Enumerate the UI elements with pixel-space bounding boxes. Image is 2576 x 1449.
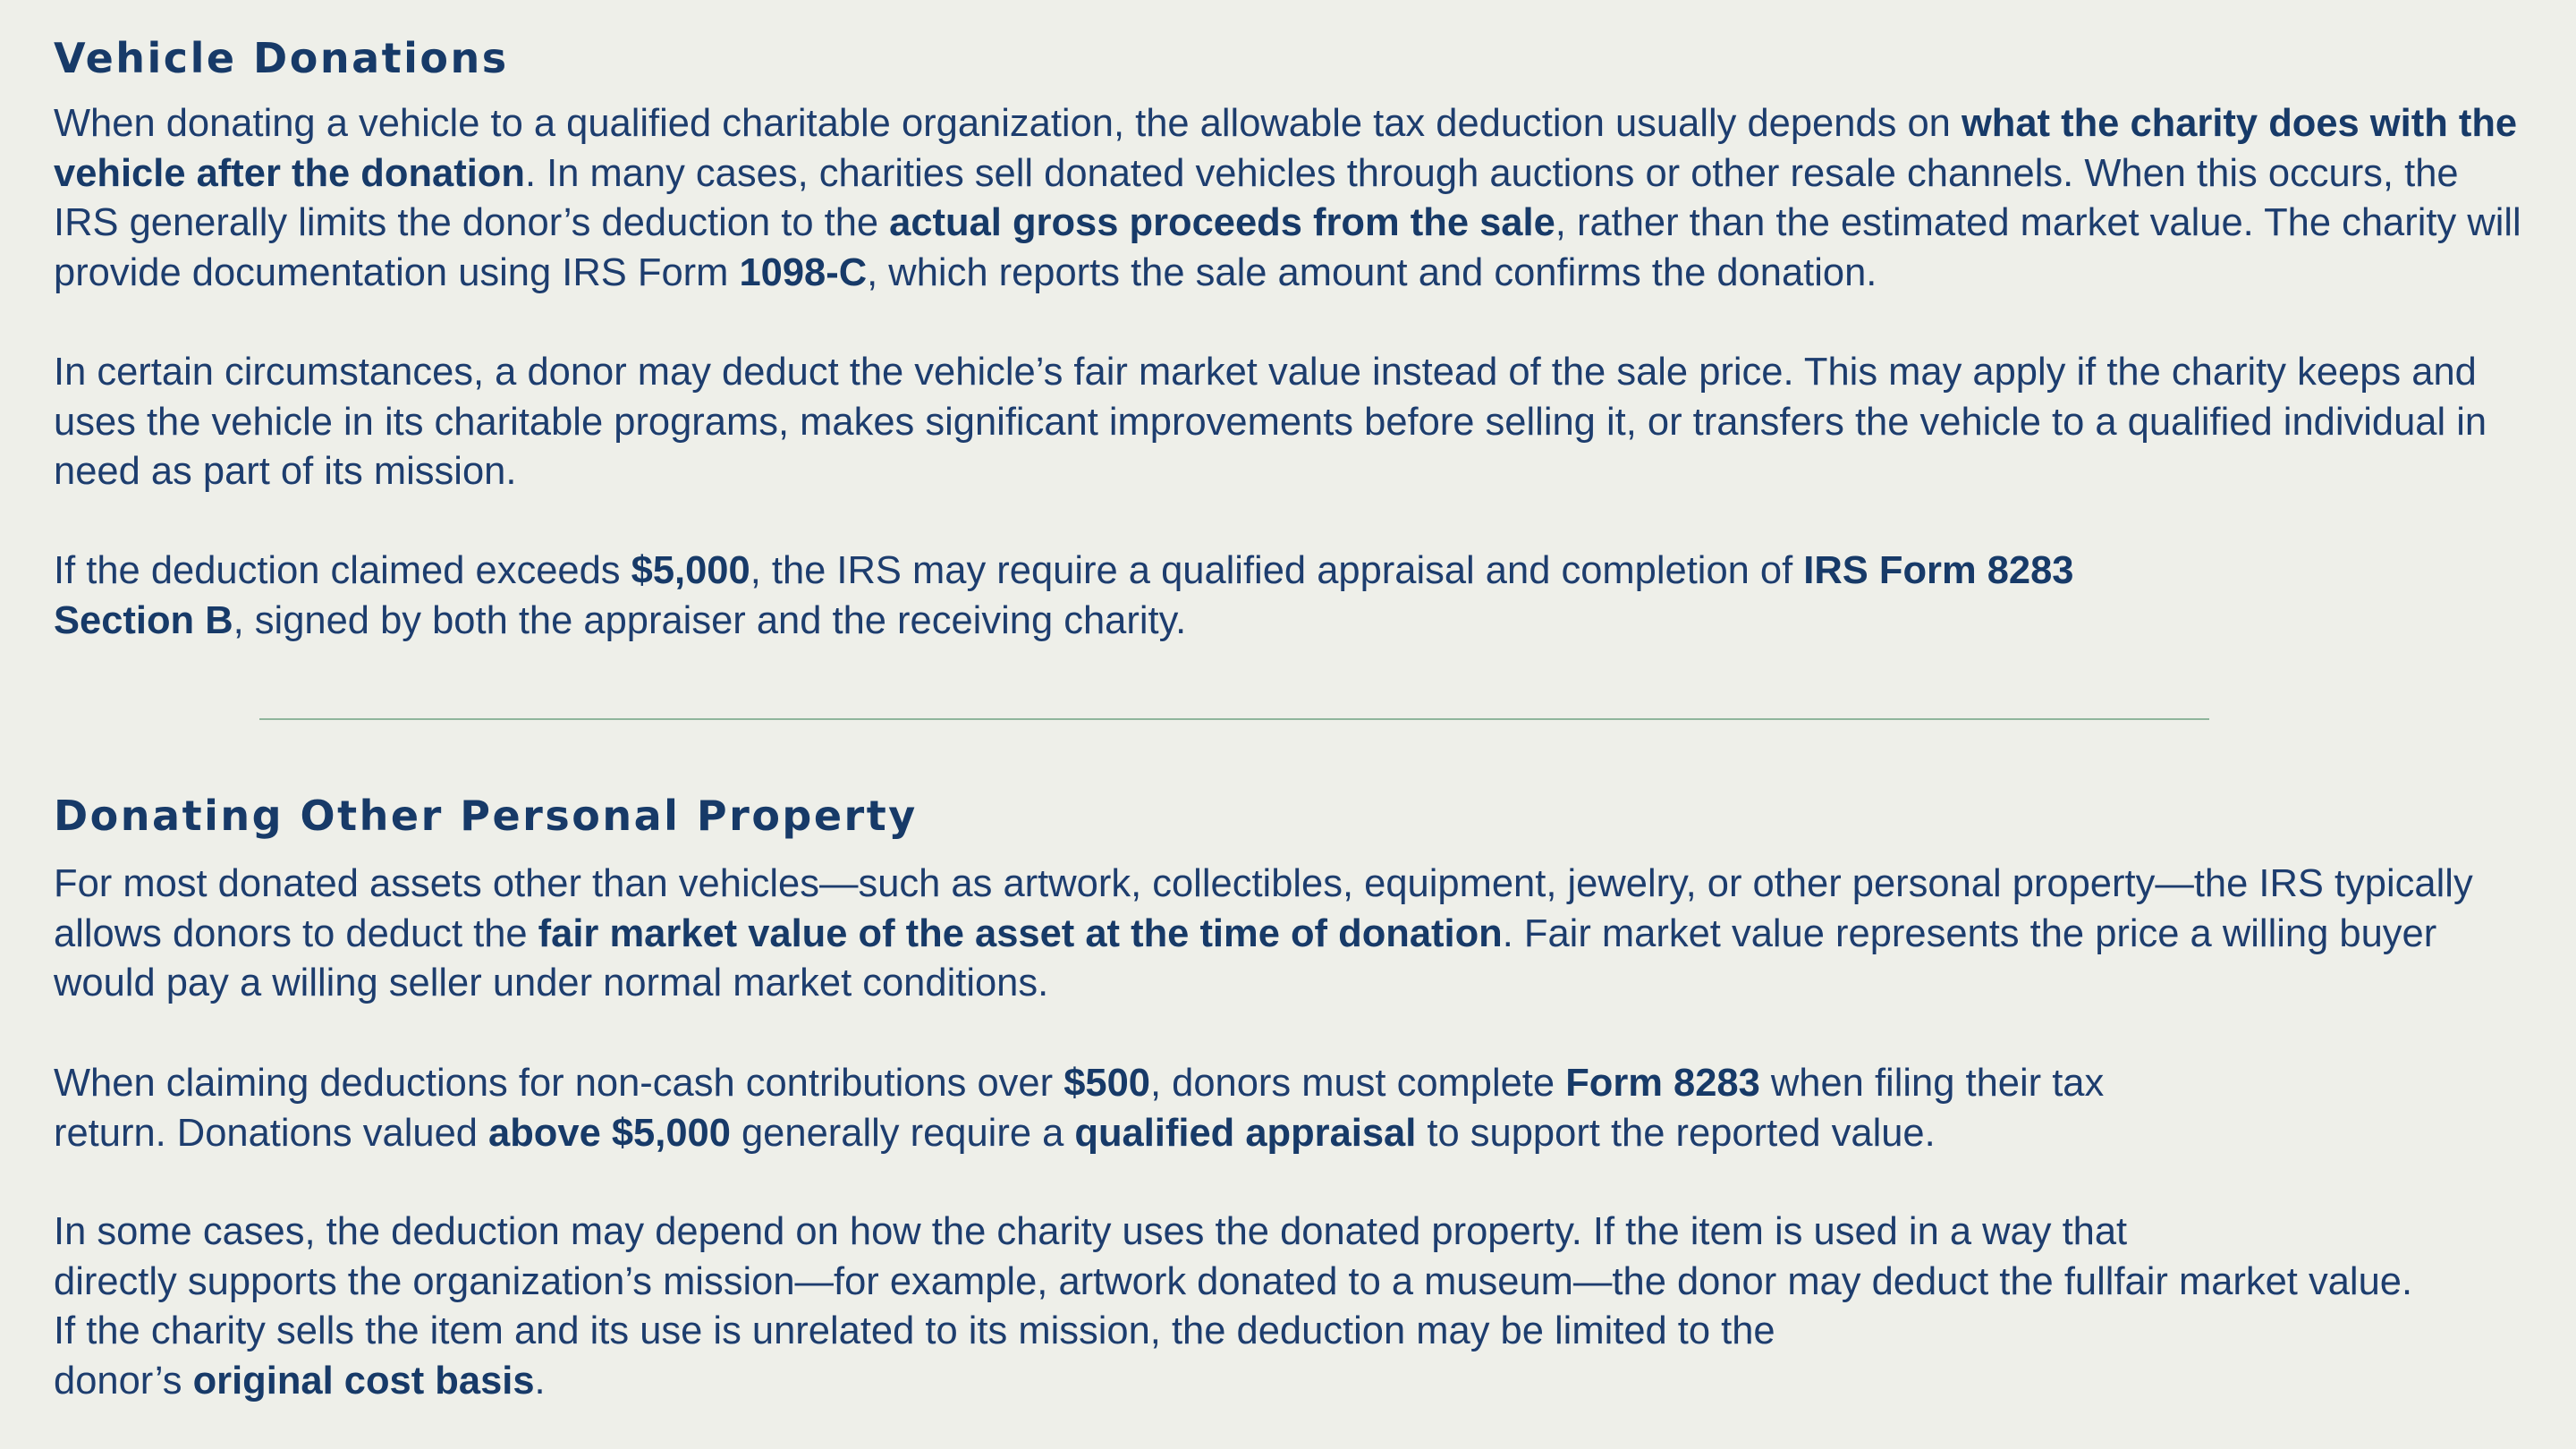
property-paragraph-3: In some cases, the deduction may depend on how the charity uses the donated property. If the item is used in a way that directly supports the organization’s mission—for example, artwork donated to a museum—the donor may deduct the fullfair market value. If the charity sells the item and its use is unrelated to its mission, the deduction may be limited to the donor’s original cost basis. xyxy=(54,1210,2413,1402)
other-property-heading: Donating Other Personal Property xyxy=(54,792,918,840)
property-paragraph-2: When claiming deductions for non-cash contributions over $500, donors must complete Form 8283 when filing their tax return. Donations valued above $5,000 generally require a qualified appraisal to support the reported value. xyxy=(54,1062,2105,1155)
emphasis-form-1098c: 1098-C xyxy=(739,250,868,294)
property-paragraph-1: For most donated assets other than vehicles—such as artwork, collectibles, equipment, jewelry, or other personal property—the IRS typically allows donors to deduct the fair market value of the asset at the time of donation. Fair market value represents the price a willing buyer would pay a willing seller under normal market conditions. xyxy=(54,862,2473,1004)
emphasis-section-b: Section B xyxy=(54,598,233,642)
section-divider xyxy=(259,718,2209,720)
emphasis-fair-market-value: fair market value of the asset at the time of donation xyxy=(538,911,1503,955)
emphasis-original-cost-basis: original cost basis xyxy=(192,1359,535,1402)
emphasis-gross-proceeds: actual gross proceeds from the sale xyxy=(889,201,1555,244)
vehicle-paragraph-2: In certain circumstances, a donor may deduct the vehicle’s fair market value instead of the sale price. This may apply if the charity keeps and uses the vehicle in its charitable programs, makes significant improvements before selling it, or transfers the vehicle to a qualified individual in need as part of its mission. xyxy=(54,351,2487,493)
vehicle-paragraph-1: When donating a vehicle to a qualified charitable organization, the allowable tax deduction usually depends on what the charity does with the vehicle after the donation. In many cases, charities sell donated vehicles through auctions or other resale channels. When this occurs, the IRS generally limits the donor’s deduction to the actual gross proceeds from the sale, rather than the estimated market value. The charity will provide documentation using IRS Form 1098-C, which reports the sale amount and confirms the donation. xyxy=(54,102,2521,294)
emphasis-500: $500 xyxy=(1063,1062,1150,1105)
emphasis-form-8283-property: Form 8283 xyxy=(1565,1062,1760,1105)
emphasis-above-5000: above $5,000 xyxy=(488,1111,731,1155)
emphasis-form-8283: IRS Form 8283 xyxy=(1803,549,2074,592)
vehicle-paragraph-3: If the deduction claimed exceeds $5,000, the IRS may require a qualified appraisal and completion of IRS Form 8283 Section B, signed by both the appraiser and the receiving charity. xyxy=(54,549,2074,642)
vehicle-donations-heading: Vehicle Donations xyxy=(54,34,509,82)
emphasis-charity-use: what the charity does with the vehicle after the donation xyxy=(54,102,2518,195)
emphasis-qualified-appraisal: qualified appraisal xyxy=(1074,1111,1417,1155)
emphasis-5000: $5,000 xyxy=(631,549,750,592)
